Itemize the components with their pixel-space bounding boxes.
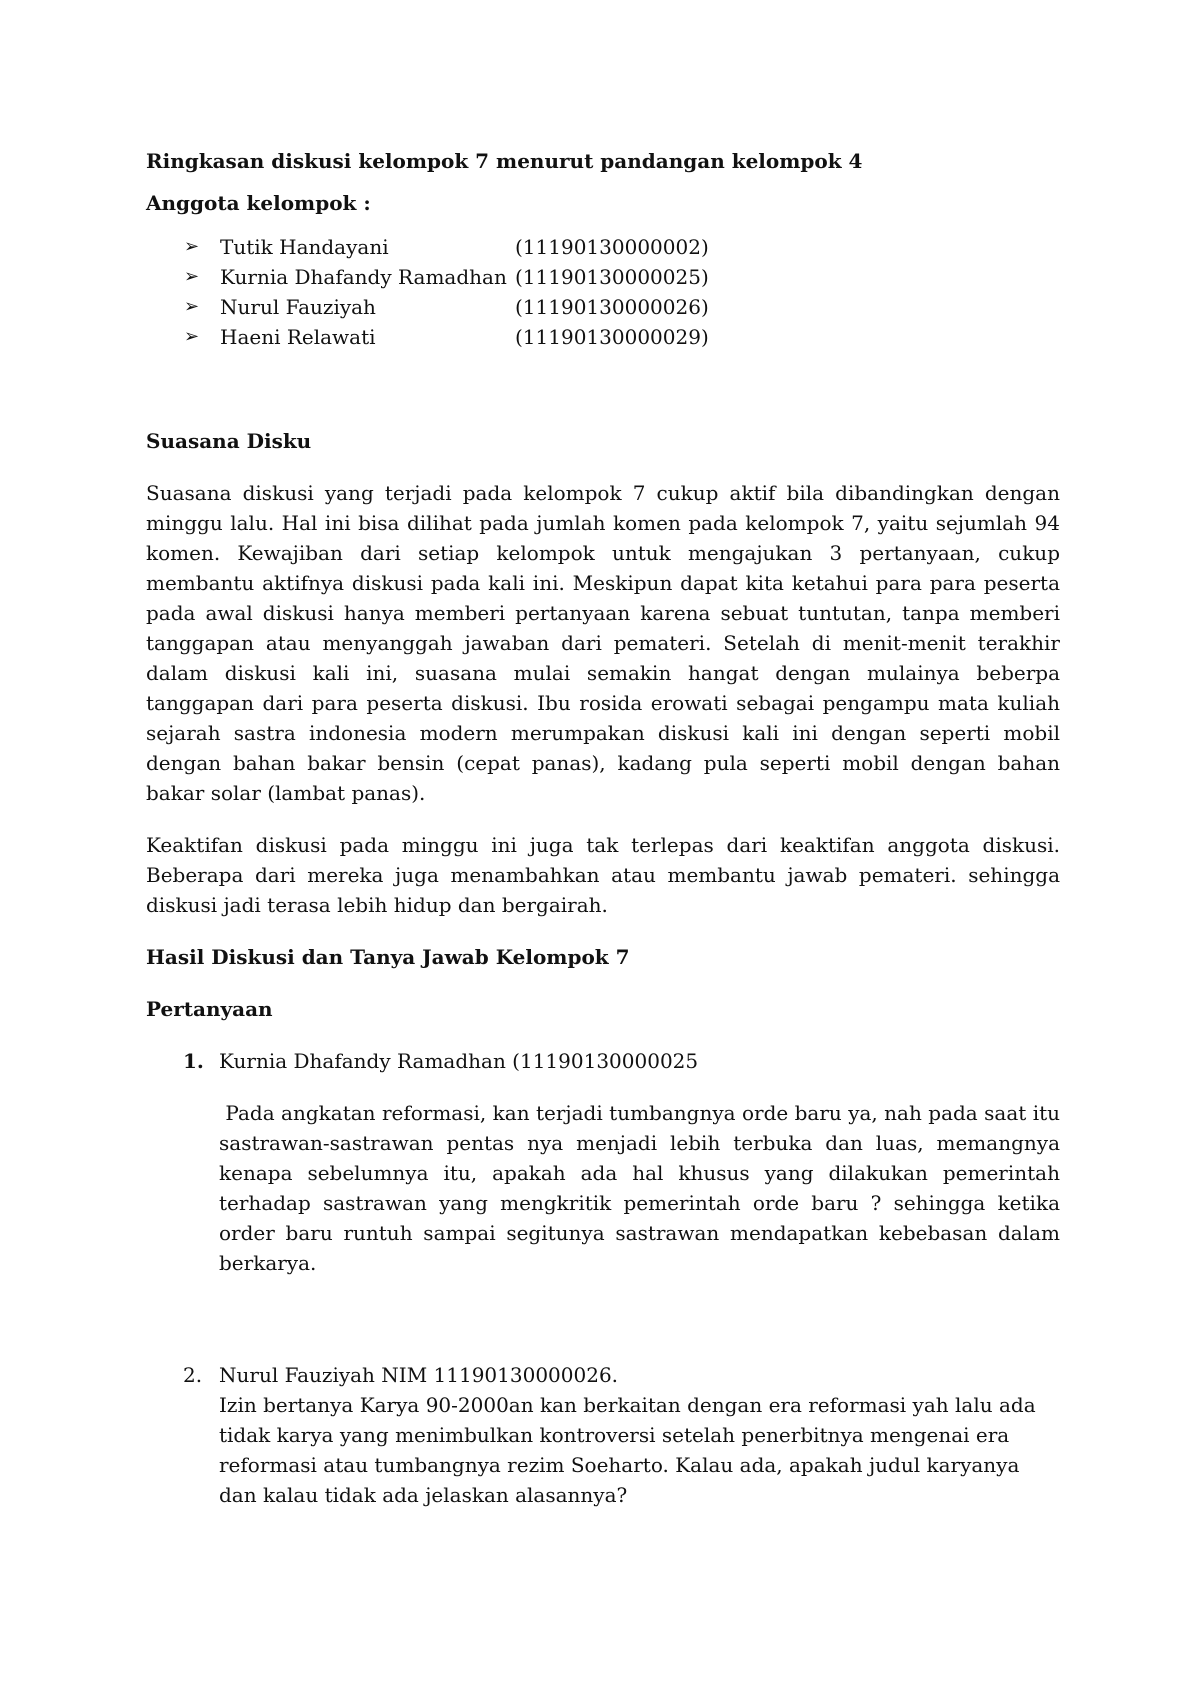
arrow-bullet-icon: ➢ [184,326,200,347]
member-name: Tutik Handayani [220,235,389,259]
suasana-paragraph-1: Suasana diskusi yang terjadi pada kelompok 7 cukup aktif bila dibandingkan dengan minggu lalu. Hal ini bisa dilihat pada jumlah komen pada kelompok 7, yaitu sejumlah 94 komen. Kewajiban dari setiap kelompok untuk mengajukan 3 pertanyaan, cukup membantu aktifnya diskusi pada kali ini. Meskipun dapat kita ketahui para para peserta pada awal diskusi hanya memberi pertanyaan karena sebuat tuntutan, tanpa memberi tanggapan atau menyanggah jawaban dari pemateri. Setelah di menit-menit terakhir dalam diskusi kali ini, suasana mulai semakin hangat dengan mulainya beberpa tanggapan dari para peserta diskusi. Ibu rosida erowati sebagai pengampu mata kuliah sejarah sastra indonesia modern merumpakan diskusi kali ini dengan seperti mobil dengan bahan bakar bensin (cepat panas), kadang pula seperti mobil dengan bahan bakar solar (lambat panas). [146,481,1060,805]
member-name: Nurul Fauziyah [220,295,376,319]
member-nim: (11190130000025) [515,265,709,289]
question-asker: Kurnia Dhafandy Ramadhan (11190130000025 [219,1049,699,1073]
question-item [146,1360,1060,1510]
question-asker: Nurul Fauziyah NIM 11190130000026. [219,1363,619,1387]
member-item [146,322,1060,352]
member-item [146,292,1060,322]
suasana-heading: Suasana Disku [146,429,312,453]
document-title: Ringkasan diskusi kelompok 7 menurut pandangan kelompok 4 [146,149,863,173]
question-number: 2. [183,1363,203,1387]
arrow-bullet-icon: ➢ [184,266,200,287]
question-text: Izin bertanya Karya 90-2000an kan berkaitan dengan era reformasi yah lalu ada tidak karya yang menimbulkan kontroversi setelah penerbitnya mengenai era reformasi atau tumbangnya rezim Soeharto. Kalau ada, apakah judul karyanya dan kalau tidak ada jelaskan alasannya? [219,1393,1036,1507]
member-item [146,232,1060,262]
question-text: Pada angkatan reformasi, kan terjadi tumbangnya orde baru ya, nah pada saat itu sastrawan-sastrawan pentas nya menjadi lebih terbuka dan luas, memangnya kenapa sebelumnya itu, apakah ada hal khusus yang dilakukan pemerintah terhadap sastrawan yang mengkritik pemerintah orde baru ? sehingga ketika order baru runtuh sampai segitunya sastrawan mendapatkan kebebasan dalam berkarya. [219,1101,1067,1275]
member-nim: (11190130000026) [515,295,709,319]
member-nim: (11190130000002) [515,235,709,259]
hasil-heading: Hasil Diskusi dan Tanya Jawab Kelompok 7 [146,945,630,969]
member-name: Haeni Relawati [220,325,376,349]
member-name: Kurnia Dhafandy Ramadhan [220,265,507,289]
arrow-bullet-icon: ➢ [184,236,200,257]
member-item [146,262,1060,292]
document-page [146,146,1067,1510]
members-list [146,232,1060,352]
arrow-bullet-icon: ➢ [184,296,200,317]
questions-list [146,1046,1067,1510]
members-heading: Anggota kelompok : [146,191,371,215]
suasana-paragraph-2: Keaktifan diskusi pada minggu ini juga tak terlepas dari keaktifan anggota diskusi. Beberapa dari mereka juga menambahkan atau membantu jawab pemateri. sehingga diskusi jadi terasa lebih hidup dan bergairah. [146,833,1060,917]
member-nim: (11190130000029) [515,325,709,349]
question-number: 1. [183,1049,204,1073]
pertanyaan-heading: Pertanyaan [146,997,273,1021]
question-item [146,1046,1067,1278]
